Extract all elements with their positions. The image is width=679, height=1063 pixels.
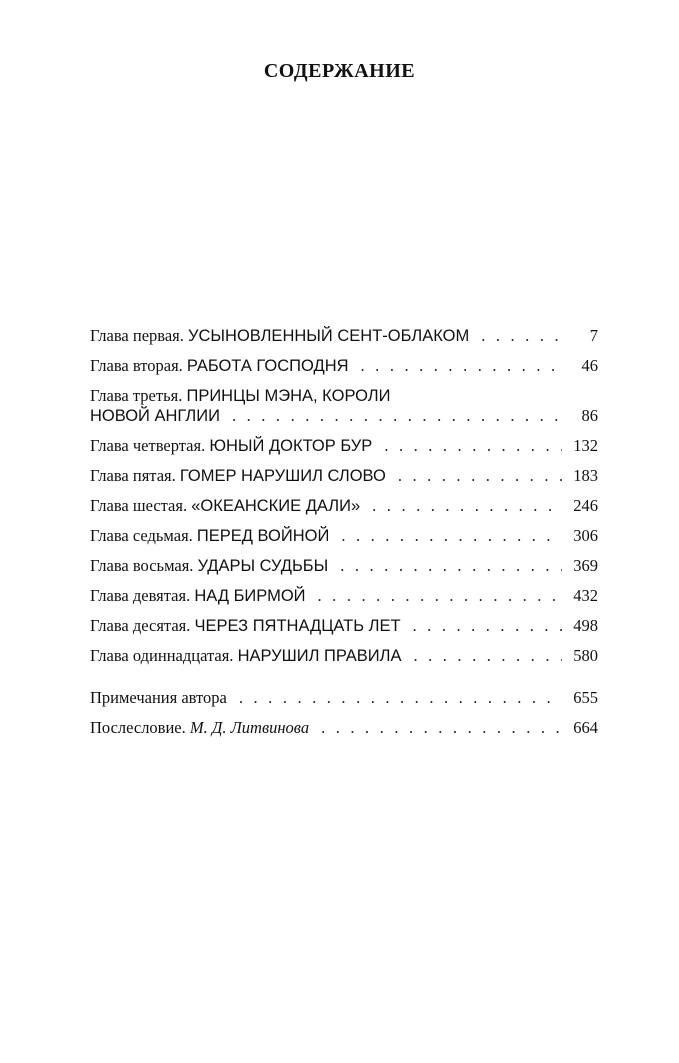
toc-entry-afterword[interactable] [90, 718, 598, 748]
page-number: 183 [573, 466, 598, 485]
page-number: 664 [573, 718, 598, 737]
dot-leader [321, 718, 562, 738]
chapter-prefix: Глава пятая. [90, 466, 176, 485]
dot-leader [232, 406, 562, 426]
chapter-title: НАД БИРМОЙ [194, 587, 306, 605]
toc-entry-chapter-7[interactable] [90, 526, 598, 556]
toc-entry-chapter-10[interactable] [90, 616, 598, 646]
page-number: 432 [573, 586, 598, 605]
toc-entry-chapter-3-line-1[interactable] [90, 386, 598, 406]
page-number: 306 [573, 526, 598, 545]
chapter-title: РАБОТА ГОСПОДНЯ [186, 357, 349, 375]
dot-leader [413, 616, 562, 636]
afterword-label: Послесловие. [90, 718, 186, 737]
toc-entry-chapter-11[interactable] [90, 646, 598, 676]
dot-leader [318, 586, 562, 606]
chapter-title: ЧЕРЕЗ ПЯТНАДЦАТЬ ЛЕТ [194, 617, 401, 635]
dot-leader [361, 356, 562, 376]
chapter-title: УСЫНОВЛЕННЫЙ СЕНТ-ОБЛАКОМ [188, 327, 470, 345]
toc-entry-chapter-2[interactable] [90, 356, 598, 386]
chapter-title: ГОМЕР НАРУШИЛ СЛОВО [179, 467, 386, 485]
chapter-title: «ОКЕАНСКИЕ ДАЛИ» [191, 497, 361, 515]
dot-leader [372, 496, 562, 516]
chapter-title-continued: НОВОЙ АНГЛИИ [90, 407, 220, 425]
chapter-prefix: Глава десятая. [90, 616, 191, 635]
table-of-contents [90, 326, 598, 748]
notes-label: Примечания автора [90, 688, 227, 707]
toc-entry-chapter-5[interactable] [90, 466, 598, 496]
page-number: 86 [581, 406, 598, 425]
page-title: СОДЕРЖАНИЕ [263, 60, 416, 82]
toc-entry-chapter-9[interactable] [90, 586, 598, 616]
page-number: 498 [573, 616, 598, 635]
toc-entry-chapter-4[interactable] [90, 436, 598, 466]
chapter-prefix: Глава третья. [90, 386, 183, 405]
toc-entry-notes[interactable] [90, 688, 598, 718]
chapter-prefix: Глава девятая. [90, 586, 191, 605]
chapter-title: ЮНЫЙ ДОКТОР БУР [209, 437, 373, 455]
toc-entry-chapter-3-line-2[interactable] [90, 406, 598, 436]
page-number: 46 [581, 356, 598, 375]
dot-leader [384, 436, 562, 456]
chapter-prefix: Глава седьмая. [90, 526, 193, 545]
chapter-prefix: Глава четвертая. [90, 436, 206, 455]
chapter-title: ПЕРЕД ВОЙНОЙ [196, 527, 330, 545]
chapter-prefix: Глава вторая. [90, 356, 183, 375]
page-number: 7 [589, 326, 598, 345]
chapter-prefix: Глава первая. [90, 326, 184, 345]
dot-leader [239, 688, 562, 708]
chapter-prefix: Глава шестая. [90, 496, 188, 515]
chapter-title: УДАРЫ СУДЬБЫ [197, 557, 329, 575]
afterword-author: М. Д. Литвинова [189, 718, 310, 737]
chapter-prefix: Глава одиннадцатая. [90, 646, 234, 665]
page-number: 132 [573, 436, 598, 455]
dot-leader [481, 326, 562, 346]
chapter-title: ПРИНЦЫ МЭНА, КОРОЛИ [186, 387, 391, 405]
dot-leader [340, 556, 562, 576]
dot-leader [398, 466, 562, 486]
chapter-prefix: Глава восьмая. [90, 556, 194, 575]
dot-leader [341, 526, 562, 546]
page-number: 655 [573, 688, 598, 707]
chapter-title: НАРУШИЛ ПРАВИЛА [237, 647, 402, 665]
page-number: 580 [573, 646, 598, 665]
toc-entry-chapter-8[interactable] [90, 556, 598, 586]
dot-leader [413, 646, 562, 666]
toc-entry-chapter-1[interactable] [90, 326, 598, 356]
page-number: 246 [573, 496, 598, 515]
toc-entry-chapter-6[interactable] [90, 496, 598, 526]
page-number: 369 [573, 556, 598, 575]
